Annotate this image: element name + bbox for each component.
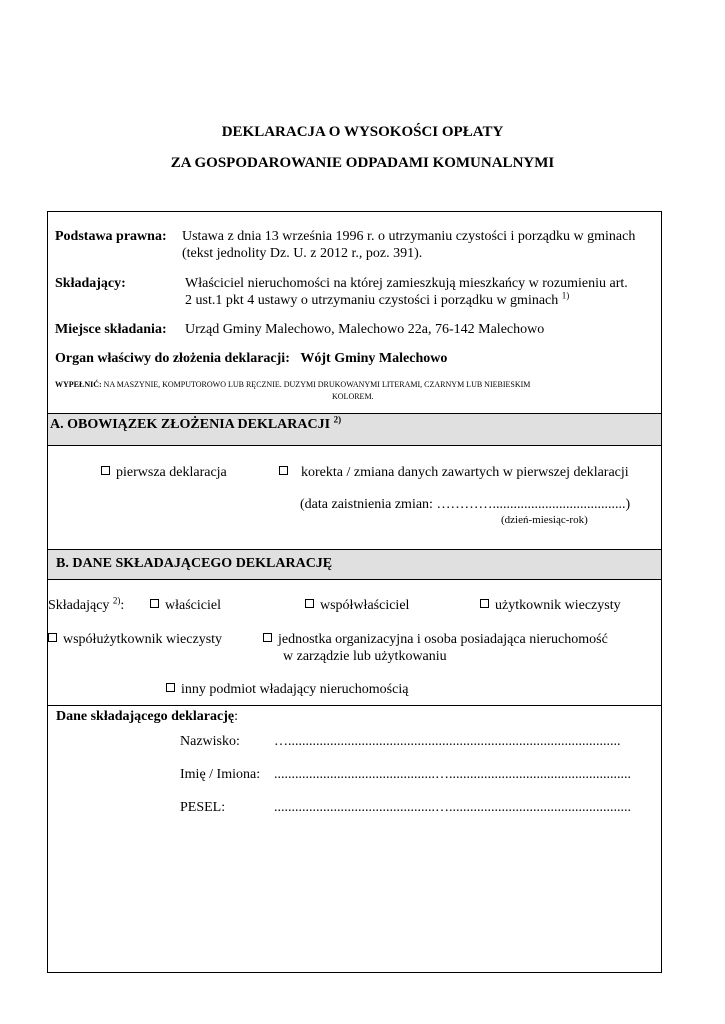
option-other[interactable]: inny podmiot władający nieruchomością <box>166 682 408 698</box>
option-co-perpetual-user[interactable]: współużytkownik wieczysty <box>48 632 222 648</box>
legal-basis-line1: Ustawa z dnia 13 września 1996 r. o utrzymaniu czystości i porządku w gminach <box>182 229 636 244</box>
divider <box>47 705 662 706</box>
option-org-unit[interactable]: jednostka organizacyjna i osoba posiadająca nieruchomość <box>263 632 608 648</box>
submitter-label: Składający: <box>55 276 126 291</box>
names-field[interactable]: ..............................................….................................................... <box>274 767 631 782</box>
option-first-declaration[interactable]: pierwsza deklaracja <box>101 465 227 481</box>
fill-instruction-line2: KOLOREM. <box>332 392 374 401</box>
checkbox-icon[interactable] <box>166 683 175 692</box>
form-title-line2: ZA GOSPODAROWANIE ODPADAMI KOMUNALNYMI <box>170 155 555 171</box>
date-format-hint: (dzień-miesiąc-rok) <box>501 514 588 526</box>
option-owner[interactable]: właściciel <box>150 598 221 614</box>
checkbox-icon[interactable] <box>48 633 57 642</box>
authority-value: Wójt Gminy Malechowo <box>300 351 448 366</box>
option-co-owner[interactable]: współwłaściciel <box>305 598 409 614</box>
surname-field[interactable]: …............................................................................................... <box>274 734 621 749</box>
option-org-unit-line2: w zarządzie lub użytkowaniu <box>283 649 447 664</box>
section-a-title: A. OBOWIĄZEK ZŁOŻENIA DEKLARACJI $^{2)}$ <box>50 414 342 432</box>
form-title-line1: DEKLARACJA O WYSOKOŚCI OPŁATY <box>221 124 504 140</box>
checkbox-icon[interactable] <box>305 599 314 608</box>
checkbox-icon[interactable] <box>101 466 110 475</box>
legal-basis-line2: (tekst jednolity Dz. U. z 2012 r., poz. 391). <box>182 246 423 261</box>
submitter-type-label: Składający $^{2)}$: <box>48 595 125 613</box>
option-correction[interactable]: korekta / zmiana danych zawartych w pierwszej deklaracji <box>279 465 629 481</box>
checkbox-icon[interactable] <box>150 599 159 608</box>
submitter-footnote: 1) <box>561 290 570 301</box>
authority-label: Organ właściwy do złożenia deklaracji: Wójt Gminy Malechowo <box>55 351 448 366</box>
surname-label: Nazwisko: <box>180 734 240 749</box>
submitter-line2: 2 ust.1 pkt 4 ustawy o utrzymaniu czystości i porządku w gminach $^{1)}$ <box>185 290 570 308</box>
fill-instruction: WYPEŁNIĆ: NA MASZYNIE, KOMPUTOROWO LUB RĘCZNIE. DUZYMI DRUKOWANYMI LITERAMI, CZARNYM LUB NIEBIESKIM <box>55 380 531 389</box>
pesel-field[interactable]: ..............................................….................................................... <box>274 800 631 815</box>
checkbox-icon[interactable] <box>279 466 288 475</box>
checkbox-icon[interactable] <box>480 599 489 608</box>
names-label: Imię / Imiona: <box>180 767 261 782</box>
place-label: Miejsce składania: <box>55 322 167 337</box>
change-date-field[interactable]: (data zaistnienia zmian: …………......................................) <box>300 497 631 512</box>
legal-basis-label: Podstawa prawna: <box>55 229 167 244</box>
checkbox-icon[interactable] <box>263 633 272 642</box>
submitter-line1: Właściciel nieruchomości na której zamieszkują mieszkańcy w rozumieniu art. <box>185 276 628 291</box>
option-perpetual-user[interactable]: użytkownik wieczysty <box>480 598 621 614</box>
section-b-title: B. DANE SKŁADAJĄCEGO DEKLARACJĘ <box>56 556 333 571</box>
data-title: Dane składającego deklarację: <box>56 709 238 724</box>
pesel-label: PESEL: <box>180 800 226 815</box>
place-value: Urząd Gminy Malechowo, Malechowo 22a, 76-142 Malechowo <box>185 322 545 337</box>
